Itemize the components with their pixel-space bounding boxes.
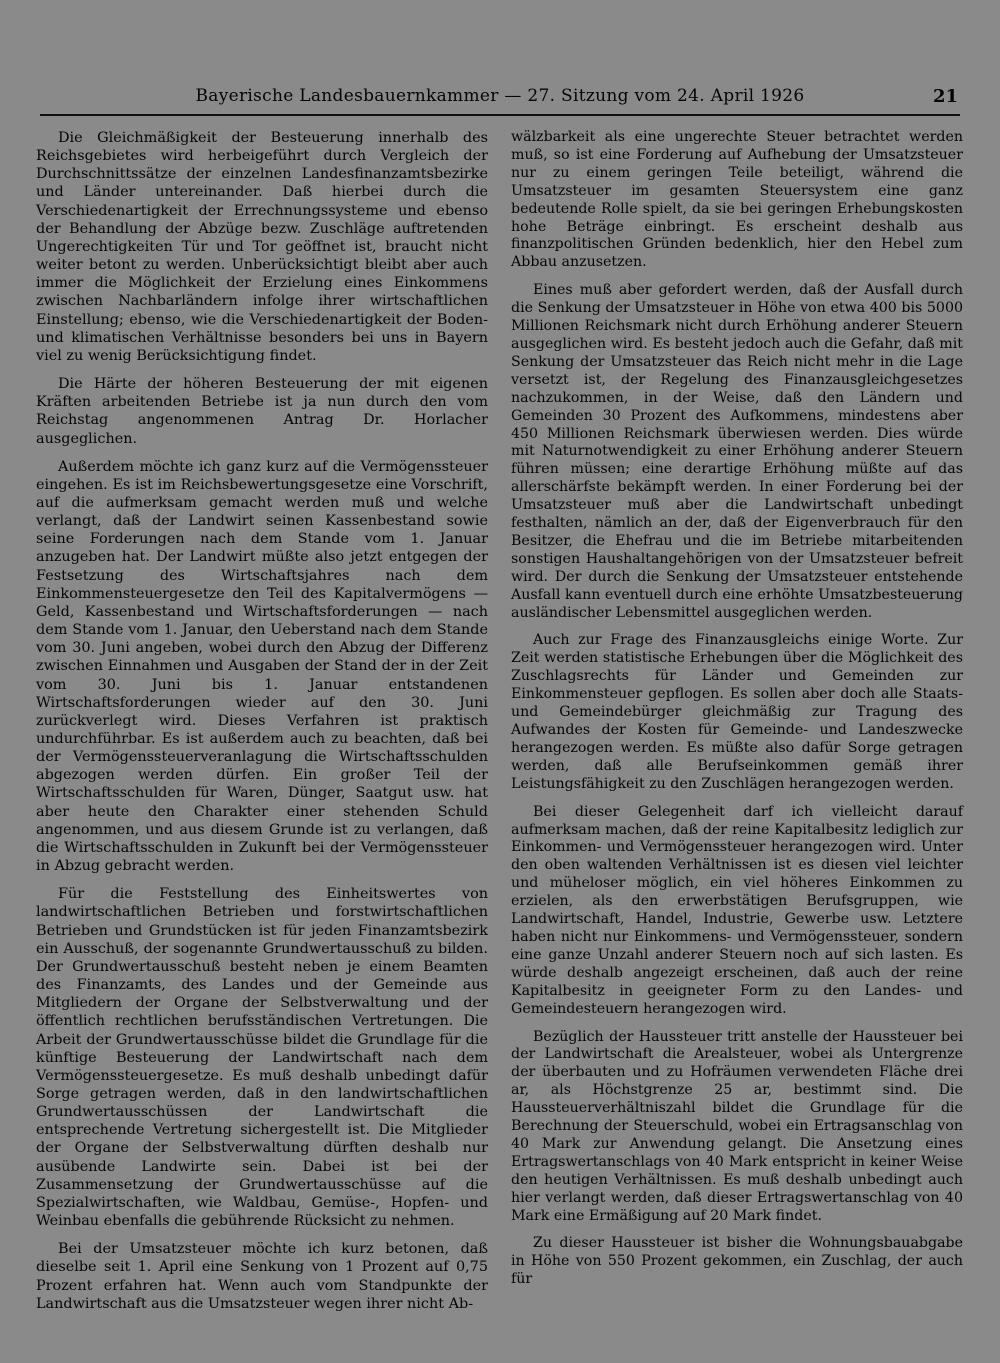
running-title: Bayerische Landesbauernkammer — 27. Sitzung vom 24. April 1926 bbox=[195, 86, 805, 106]
page-header bbox=[40, 84, 960, 116]
paragraph: Für die Feststellung des Einheitswertes von landwirtschaftlichen Betrieben und forstwirtschaftlichen Betrieben und Grundstücken ist für jeden Finanzamtsbezirk ein Ausschuß, der sogenannte Grundwertausschuß zu bilden. Der Grundwertausschuß besteht neben je einem Beamten des Finanzamts, des Landes und der Gemeinde aus Mitgliedern der Organe der Selbstverwaltung und der öffentlich rechtlichen berufsständischen Vertretungen. Die Arbeit der Grundwertausschüsse bildet die Grundlage für die künftige Besteuerung der Landwirtschaft nach dem Vermögenssteuergesetze. Es muß deshalb unbedingt dafür Sorge getragen werden, daß in den landwirtschaftlichen Grundwertausschüssen der Landwirtschaft die entsprechende Vertretung sichergestellt ist. Die Mitglieder der Organe der Selbstverwaltung dürften deshalb nur ausübende Landwirte sein. Dabei ist bei der Zusammensetzung der Grundwertausschüsse auf die Spezialwirtschaften, wie Waldbau, Gemüse-, Hopfen- und Weinbau ebenfalls die gebührende Rücksicht zu nehmen. bbox=[36, 886, 488, 1230]
page-number: 21 bbox=[932, 86, 958, 107]
paragraph: Zu dieser Haussteuer ist bisher die Wohnungsbauabgabe in Höhe von 550 Prozent gekommen, ein Zuschlag, der auch für bbox=[511, 1235, 963, 1288]
paragraph: Bei dieser Gelegenheit darf ich vielleicht darauf aufmerksam machen, daß der reine Kapitalbesitz lediglich zur Einkommen- und Vermögenssteuer herangezogen wird. Unter den oben waltenden Verhältnissen ist es diesen viel leichter und müheloser möglich, ein viel höheres Einkommen zu erzielen, als den erwerbstätigen Berufsgruppen, wie Landwirtschaft, Handel, Industrie, Gewerbe usw. Letztere haben nicht nur Einkommens- und Vermögenssteuer, sondern eine ganze Unzahl anderer Steuern noch auf sich lasten. Es würde deshalb angezeigt erscheinen, daß auch der reine Kapitalbesitz in geeigneter Form zu den Landes- und Gemeindesteuern herangezogen wird. bbox=[511, 803, 963, 1017]
paragraph: wälzbarkeit als eine ungerechte Steuer betrachtet werden muß, so ist eine Forderung auf Aufhebung der Umsatzsteuer nur zu einem geringen Teile beteiligt, während die Umsatzsteuer im gesamten Steuersystem eine ganz bedeutende Rolle spielt, da sie bei geringen Erhebungskosten hohe Beträge einbringt. Es erscheint deshalb aus finanzpolitischen Gründen bedenklich, hier den Hebel zum Abbau anzusetzen. bbox=[511, 129, 963, 271]
paragraph: Außerdem möchte ich ganz kurz auf die Vermögenssteuer eingehen. Es ist im Reichsbewertungsgesetze eine Vorschrift, auf die aufmerksam gemacht werden muß und welche verlangt, daß der Landwirt seinen Kassenbestand sowie seine Forderungen nach dem Stande vom 1. Januar anzugeben hat. Der Landwirt müßte also jetzt entgegen der Festsetzung des Wirtschaftsjahres nach dem Einkommensteuergesetze den Teil des Kapitalvermögens — Geld, Kassenbestand und Wirtschaftsforderungen — nach dem Stande vom 1. Januar, den Ueberstand nach dem Stande vom 30. Juni angeben, wobei durch den Abzug der Differenz zwischen Einnahmen und Ausgaben der Stand der in der Zeit vom 30. Juni bis 1. Januar entstandenen Wirtschaftsforderungen wieder auf den 30. Juni zurückverlegt wird. Dieses Verfahren ist praktisch undurchführbar. Es ist außerdem auch zu beachten, daß bei der Vermögenssteuerveranlagung die Wirtschaftsschulden abgezogen werden dürfen. Ein großer Teil der Wirtschaftsschulden für Waren, Dünger, Saatgut usw. hat aber heute den Charakter einer stehenden Schuld angenommen, und aus diesem Grunde ist zu verlangen, daß die Wirtschaftsschulden in Zukunft bei der Vermögenssteuer in Abzug gebracht werden. bbox=[36, 458, 488, 875]
paragraph: Auch zur Frage des Finanzausgleichs einige Worte. Zur Zeit werden statistische Erhebungen über die Möglichkeit des Zuschlagsrechts für Länder und Gemeinden zur Einkommensteuer gepflogen. Es sollen aber doch alle Staats- und Gemeindebürger gleichmäßig zur Tragung des Aufwandes der Kosten für Gemeinde- und Landeszwecke herangezogen werden. Es müßte also dafür Sorge getragen werden, daß alle Berufseinkommen gemäß ihrer Leistungsfähigkeit zu den Zuschlägen herangezogen werden. bbox=[511, 632, 963, 792]
paragraph: Eines muß aber gefordert werden, daß der Ausfall durch die Senkung der Umsatzsteuer in Höhe von etwa 400 bis 5000 Millionen Reichsmark nicht durch Erhöhung anderer Steuern ausgeglichen wird. Es besteht jedoch auch die Gefahr, daß mit Senkung der Umsatzsteuer das Reich nicht mehr in die Lage versetzt ist, der Regelung des Finanzausgleichgesetzes nachzukommen, in der Weise, daß den Ländern und Gemeinden 30 Prozent des Aufkommens, mindestens aber 450 Millionen Reichsmark überwiesen werden. Dies würde mit Naturnotwendigkeit zu einer Erhöhung anderer Steuern führen müssen; eine derartige Erhöhung müßte auf das allerschärfste bekämpft werden. In einer Forderung bei der Umsatzsteuer muß aber die Landwirtschaft unbedingt festhalten, nämlich an der, daß der Eigenverbrauch für den Besitzer, die Ehefrau und die im Betriebe mitarbeitenden sonstigen Haushaltangehörigen von der Umsatzsteuer befreit wird. Der durch die Senkung der Umsatzsteuer entstehende Ausfall kann eventuell durch eine erhöhte Umsatzbesteuerung ausländischer Lebensmittel ausgeglichen werden. bbox=[511, 282, 963, 621]
paragraph: Die Härte der höheren Besteuerung der mit eigenen Kräften arbeitenden Betriebe ist ja nun durch den vom Reichstag angenommenen Antrag Dr. Horlacher ausgeglichen. bbox=[36, 376, 488, 447]
paragraph: Die Gleichmäßigkeit der Besteuerung innerhalb des Reichsgebietes wird herbeigeführt durch Vergleich der Durchschnittssätze der einzelnen Landesfinanzamtsbezirke und Länder untereinander. Daß hierbei durch die Verschiedenartigkeit der Errechnungssysteme und ebenso der Behandlung der Abzüge bezw. Zuschläge auftretenden Ungerechtigkeiten Tür und Tor geöffnet ist, braucht nicht weiter betont zu werden. Unberücksichtigt bleibt aber auch immer die Möglichkeit der Erzielung eines Einkommens zwischen Nachbarländern infolge ihrer wirtschaftlichen Einstellung; ebenso, wie die Verschiedenartigkeit der Boden- und klimatischen Verhältnisse besonders bei uns in Bayern viel zu wenig Berücksichtigung findet. bbox=[36, 130, 488, 364]
right-column bbox=[511, 129, 963, 1299]
left-column bbox=[36, 129, 488, 1323]
paragraph: Bei der Umsatzsteuer möchte ich kurz betonen, daß dieselbe seit 1. April eine Senkung von 1 Prozent auf 0,75 Prozent erfahren hat. Wenn auch vom Standpunkte der Landwirtschaft aus die Umsatzsteuer wegen ihrer nicht Ab- bbox=[36, 1241, 488, 1312]
paragraph: Bezüglich der Haussteuer tritt anstelle der Haussteuer bei der Landwirtschaft die Arealsteuer, wobei als Untergrenze der überbauten und zu Hofräumen verwendeten Fläche drei ar, als Höchstgrenze 25 ar, bestimmt sind. Die Haussteuerverhältniszahl bildet die Grundlage für die Berechnung der Steuerschuld, wobei ein Ertragsanschlag von 40 Mark zur Anwendung gelangt. Die Ansetzung eines Ertragswertanschlags von 40 Mark entspricht in keiner Weise den heutigen Verhältnissen. Es muß deshalb unbedingt auch hier verlangt werden, daß dieser Ertragswertanschlag von 40 Mark eine Ermäßigung auf 20 Mark findet. bbox=[511, 1028, 963, 1224]
